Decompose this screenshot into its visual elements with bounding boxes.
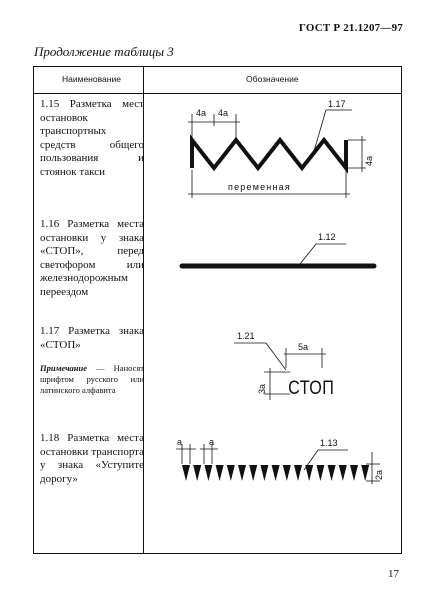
page-number: 17 xyxy=(388,568,399,580)
figure-1-16 xyxy=(182,244,374,266)
table-caption: Продолжение таблицы 3 xyxy=(34,44,174,59)
triangle xyxy=(249,465,257,481)
row-1-18-title: 1.18 Разметка места остановки транспорта у знака «Уступите дорогу» xyxy=(40,432,144,485)
triangle xyxy=(350,465,358,481)
note-text: — Наносят шрифтом русского или латинского алфавита xyxy=(40,363,144,395)
code-label-1-13: 1.13 xyxy=(320,438,338,448)
triangle xyxy=(305,465,313,481)
triangle xyxy=(216,465,224,481)
dim-label-3a: 3а xyxy=(257,383,267,394)
triangle xyxy=(283,465,291,481)
figure-1-18 xyxy=(176,444,380,484)
dim-label-4a-1: 4а xyxy=(196,108,207,118)
dim-label-4a-2: 4а xyxy=(218,108,229,118)
column-header-designation: Обозначение xyxy=(246,74,299,84)
stop-word: СТОП xyxy=(288,376,335,399)
code-label-1-21: 1.21 xyxy=(237,331,255,341)
dim-label-a-1: а xyxy=(177,437,183,447)
code-label-1-12: 1.12 xyxy=(318,232,336,242)
zigzag-line xyxy=(192,140,346,168)
triangle xyxy=(361,465,369,481)
dim-label-5a: 5а xyxy=(298,342,309,352)
leader-1-12 xyxy=(300,244,316,264)
triangle xyxy=(328,465,336,481)
triangle xyxy=(316,465,324,481)
row-1-15-title: 1.15 Разметка мест остановок транспортных средств общего пользования и стоянок такси xyxy=(40,98,144,178)
dim-label-variable: переменная xyxy=(228,182,291,192)
triangle xyxy=(204,465,212,481)
triangle xyxy=(294,465,302,481)
triangle xyxy=(227,465,235,481)
dim-label-a-2: а xyxy=(209,437,215,447)
row-1-17-title: 1.17 Разметка знака «СТОП» xyxy=(40,325,144,351)
triangle xyxy=(182,465,190,481)
note-label: Примечание xyxy=(40,363,88,373)
triangle xyxy=(238,465,246,481)
leader-1-21-diag xyxy=(266,343,286,370)
triangle-row xyxy=(182,465,369,481)
triangle xyxy=(260,465,268,481)
leader-1-17 xyxy=(312,110,326,158)
dim-label-4a-height: 4а xyxy=(364,155,374,166)
column-header-name: Наименование xyxy=(62,74,121,84)
row-1-16-title: 1.16 Разметка места остановки у знака «СТОП», перед светофором или железнодорожным переездом xyxy=(40,218,144,298)
dim-label-2a: 2а xyxy=(374,469,384,480)
triangle xyxy=(272,465,280,481)
page-header: ГОСТ Р 21.1207—97 xyxy=(298,22,403,34)
code-label-1-17: 1.17 xyxy=(328,99,346,109)
triangle xyxy=(339,465,347,481)
triangle xyxy=(193,465,201,481)
